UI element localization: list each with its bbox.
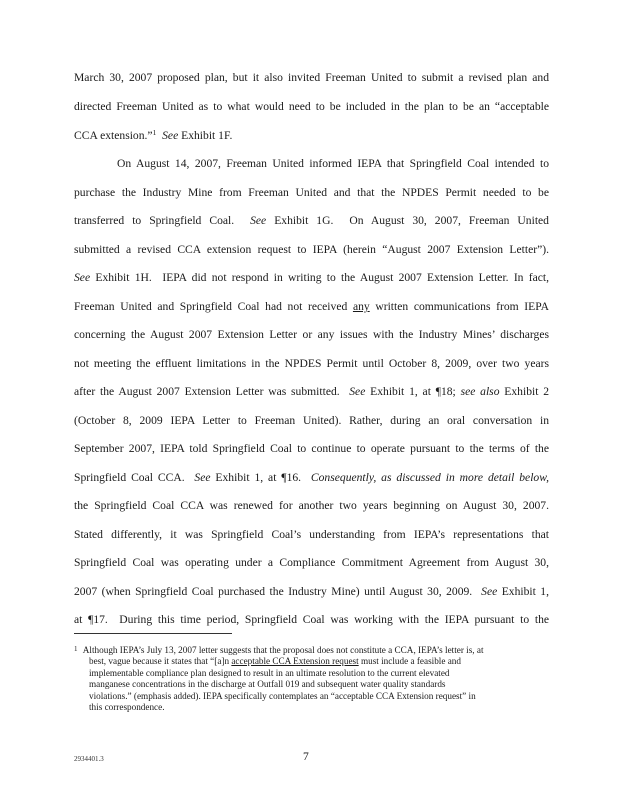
body-line: On August 14, 2007, Freeman United informed IEPA that Springfield Coal intended to: [117, 157, 549, 170]
footnote-line: [74, 656, 554, 667]
body-text: Consequently, as discussed in more detail below,: [310, 471, 549, 484]
exhibit-reference: Exhibit 1G.: [274, 214, 334, 227]
page-number: 7: [303, 750, 309, 763]
body-line: the Springfield Coal CCA was renewed for another two years beginning on August 30, 2007.: [74, 499, 549, 512]
exhibit-reference: at ¶17.: [74, 613, 108, 626]
citation-signal: See: [250, 214, 267, 227]
footnote: [74, 645, 554, 713]
exhibit-reference: Exhibit 1,: [501, 585, 550, 598]
body-line: [74, 471, 549, 485]
footnote-line: implementable compliance plan designed to result in an ultimate resolution to the current elevated: [89, 667, 450, 678]
exhibit-reference: Exhibit 2: [504, 385, 550, 398]
footnote-text: best, vague because it states that “[a]n: [89, 656, 230, 667]
body-line: [74, 613, 549, 627]
emphasized-word: any: [352, 300, 370, 313]
footnote-line: [74, 645, 554, 656]
body-line: not meeting the effluent limitations in the NPDES Permit until October 8, 2009, over two years: [74, 357, 549, 370]
body-line: Stated differently, it was Springfield Coal’s understanding from IEPA’s representations that: [74, 528, 549, 541]
exhibit-reference: Exhibit 1H.: [95, 271, 152, 284]
body-text: written communications from IEPA: [375, 300, 549, 313]
citation-signal: See: [162, 129, 179, 142]
footnote-reference: 1: [152, 128, 157, 137]
exhibit-reference: Exhibit 1, at ¶18;: [370, 385, 456, 398]
body-line: directed Freeman United as to what would need to be included in the plan to be an “acceptable: [74, 100, 549, 113]
body-text: 2007 (when Springfield Coal purchased the Industry Mine) until August 30, 2009.: [74, 585, 473, 598]
footnote-text: Although IEPA’s July 13, 2007 letter suggests that the proposal does not constitute a CCA, IEPA’s letter is, at: [82, 645, 484, 655]
body-line: [74, 129, 549, 143]
body-text: transferred to Springfield Coal.: [74, 214, 235, 227]
exhibit-reference: Exhibit 1, at ¶16.: [215, 471, 302, 484]
body-line: [74, 300, 549, 314]
body-text: CCA extension.”: [74, 129, 153, 142]
body-text: During this time period, Springfield Coal was working with the IEPA pursuant to the: [119, 613, 550, 626]
body-line: [74, 271, 549, 285]
footnote-text: must include a feasible and: [360, 656, 461, 667]
citation-signal: See: [194, 471, 211, 484]
footnote-divider: [74, 633, 232, 634]
body-line: (October 8, 2009 IEPA Letter to Freeman United). Rather, during an oral conversation in: [74, 414, 549, 427]
body-line: [74, 214, 549, 228]
footnote-line: manganese concentrations in the discharge at Outfall 019 and subsequent water quality standards: [89, 679, 446, 690]
body-line: March 30, 2007 proposed plan, but it also invited Freeman United to submit a revised plan and: [74, 71, 549, 84]
body-text: after the August 2007 Extension Letter was submitted.: [74, 385, 340, 398]
citation-signal: See: [349, 385, 366, 398]
body-line: submitted a revised CCA extension request to IEPA (herein “August 2007 Extension Letter”).: [74, 243, 549, 256]
body-line: [74, 385, 549, 399]
citation-signal: See: [481, 585, 498, 598]
footnote-line: this correspondence.: [89, 702, 165, 713]
body-line: [74, 585, 549, 599]
body-line: Springfield Coal was operating under a Compliance Commitment Agreement from August 30,: [74, 556, 549, 569]
body-text: Freeman United and Springfield Coal had not received: [74, 300, 348, 313]
body-text: Springfield Coal CCA.: [74, 471, 185, 484]
body-text: On August 30, 2007, Freeman United: [349, 214, 549, 227]
citation-signal: see also: [460, 385, 500, 398]
footnote-emphasis: acceptable CCA Extension request: [231, 656, 359, 667]
body-line: September 2007, IEPA told Springfield Coal to continue to operate pursuant to the terms of the: [74, 442, 549, 455]
footnote-line: violations.” (emphasis added). IEPA specifically contemplates an “acceptable CCA Extension request” in: [89, 690, 476, 701]
body-line: purchase the Industry Mine from Freeman United and that the NPDES Permit needed to be: [74, 186, 549, 199]
exhibit-reference: Exhibit 1F.: [181, 129, 233, 142]
footnote-number: 1: [74, 645, 78, 653]
body-line: concerning the August 2007 Extension Letter or any issues with the Industry Mines’ discharges: [74, 328, 549, 341]
body-text: IEPA did not respond in writing to the August 2007 Extension Letter. In fact,: [162, 271, 550, 284]
citation-signal: See: [74, 271, 91, 284]
document-id: 2934401.3: [74, 755, 104, 763]
